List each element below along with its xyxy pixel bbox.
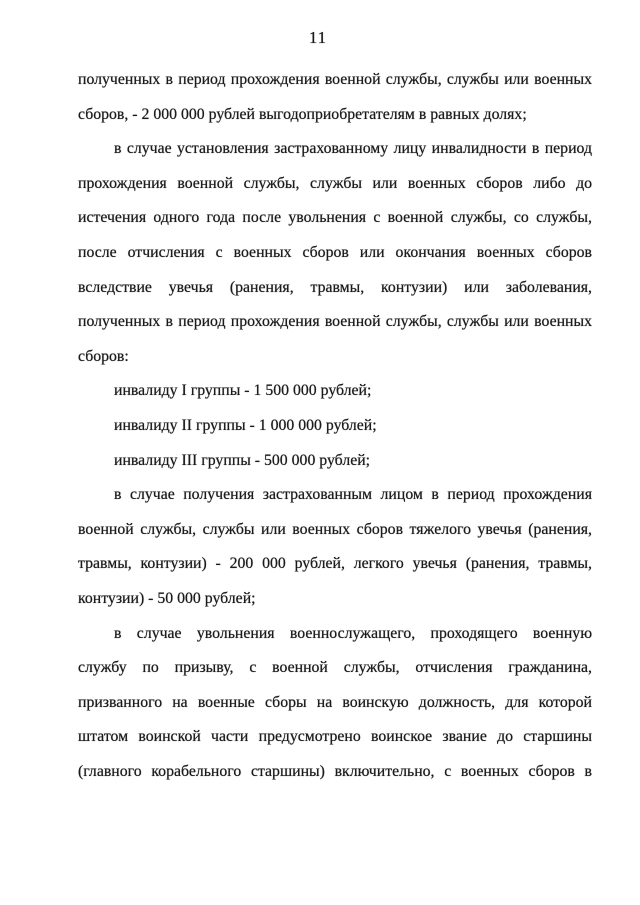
body-line: инвалиду III группы - 500 000 рублей; [114,451,371,469]
body-line: вследствие увечья (ранения, травмы, контузии) или заболевания, [78,278,592,296]
body-line: штатом воинской части предусмотрено воинское звание до старшины [78,728,592,746]
body-line: службу по призыву, с военной службы, отчисления гражданина, [78,659,592,677]
body-line: травмы, контузии) - 200 000 рублей, легкого увечья (ранения, травмы, [78,555,592,573]
body-line: полученных в период прохождения военной службы, службы или военных [78,313,592,331]
body-line: военной службы, службы или военных сборов тяжелого увечья (ранения, [78,520,592,538]
body-line: в случае установления застрахованному лицу инвалидности в период [114,140,592,158]
body-line: после отчисления с военных сборов или окончания военных сборов [78,243,592,261]
body-line: прохождения военной службы, службы или военных сборов либо до [78,174,592,192]
body-line: сборов: [78,347,129,365]
body-line: инвалиду II группы - 1 000 000 рублей; [114,416,377,434]
body-line: призванного на военные сборы на воинскую должность, для которой [78,693,592,711]
document-body [78,63,592,789]
body-line: истечения одного года после увольнения с военной службы, со службы, [78,209,592,227]
body-line: в случае увольнения военнослужащего, проходящего военную [114,624,592,642]
body-line: в случае получения застрахованным лицом в период прохождения [114,486,592,504]
body-line: полученных в период прохождения военной службы, службы или военных [78,71,592,88]
body-line: инвалиду I группы - 1 500 000 рублей; [114,382,372,400]
page-number: 11 [308,28,328,47]
body-line: (главного корабельного старшины) включительно, с военных сборов в [78,762,592,780]
body-line: контузии) - 50 000 рублей; [78,589,256,607]
body-line: сборов, - 2 000 000 рублей выгодоприобретателям в равных долях; [78,105,527,123]
